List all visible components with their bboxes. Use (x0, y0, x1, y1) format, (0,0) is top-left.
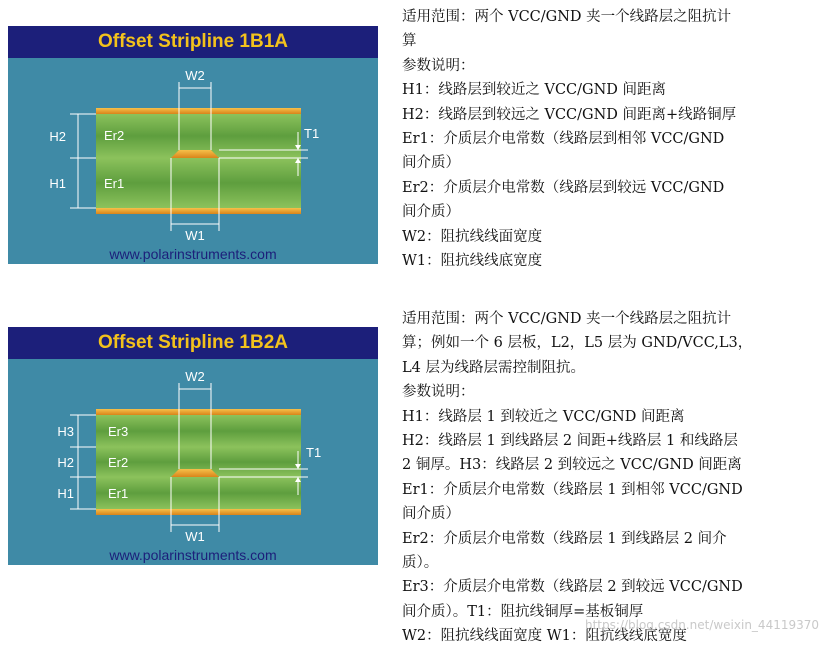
label-er3: Er3 (108, 424, 129, 439)
label-er1: Er1 (108, 486, 129, 501)
reference-plane-top (96, 108, 301, 114)
label-t1: T1 (306, 445, 322, 460)
text-line: 参数说明： (402, 384, 475, 401)
label-er1: Er1 (104, 176, 125, 191)
text-line: Er2：介质层介电常数（线路层到较远 VCC/GND (402, 179, 725, 196)
description-1b1a (402, 5, 762, 273)
description-1b2a (402, 307, 762, 649)
text-line: 算；例如一个 6 层板，L2，L5 层为 GND/VCC,L3， (402, 335, 753, 352)
text-line: H1：线路层 1 到较近之 VCC/GND 间距离 (402, 408, 685, 425)
dielectric-er1 (96, 158, 301, 208)
label-h3: H3 (57, 424, 74, 439)
reference-plane-bottom (96, 509, 301, 515)
label-w1: W1 (185, 228, 205, 243)
text-line: Er3：介质层介电常数（线路层 2 到较远 VCC/GND (402, 579, 743, 596)
stackup-drawing (8, 26, 378, 264)
trace (171, 469, 219, 477)
label-t1: T1 (304, 126, 320, 141)
text-line: W1：阻抗线线底宽度 (402, 253, 543, 270)
label-h2: H2 (49, 129, 66, 144)
source-url: www.polarinstruments.com (109, 547, 277, 563)
text-line: H2：线路层到较远之 VCC/GND 间距离+线路铜厚 (402, 106, 737, 123)
trace (171, 150, 219, 158)
text-line: L4 层为线路层需控制阻抗。 (402, 359, 585, 376)
text-line: 适用范围：两个 VCC/GND 夹一个线路层之阻抗计 (402, 9, 732, 25)
label-h1: H1 (49, 176, 66, 191)
diagram-1b2a (8, 327, 378, 565)
diagram-1b1a (8, 26, 378, 264)
text-line: 适用范围：两个 VCC/GND 夹一个线路层之阻抗计 (402, 311, 732, 327)
text-line: W2：阻抗线线面宽度 (402, 228, 543, 245)
label-w2: W2 (185, 68, 205, 83)
diagram-title: Offset Stripline 1B2A (8, 327, 378, 359)
label-er2: Er2 (108, 455, 129, 470)
text-line: 间介质） (402, 155, 460, 172)
text-line: 质）。 (402, 555, 439, 572)
text-line: 间介质）。T1：阻抗线铜厚=基板铜厚 (402, 603, 644, 620)
text-line: W2：阻抗线线面宽度 W1：阻抗线线底宽度 (402, 628, 687, 645)
text-line: 参数说明： (402, 57, 475, 74)
label-h1: H1 (57, 486, 74, 501)
label-er2: Er2 (104, 128, 125, 143)
text-line: 间介质） (402, 204, 460, 221)
text-line: Er1：介质层介电常数（线路层到相邻 VCC/GND (402, 131, 725, 148)
text-line: 2 铜厚。H3：线路层 2 到较远之 VCC/GND 间距离 (402, 457, 742, 474)
text-line: Er1：介质层介电常数（线路层 1 到相邻 VCC/GND (402, 481, 743, 498)
reference-plane-top (96, 409, 301, 415)
reference-plane-bottom (96, 208, 301, 214)
text-line: 算 (402, 33, 417, 50)
text-line: Er2：介质层介电常数（线路层 1 到线路层 2 间介 (402, 530, 727, 547)
text-line: 间介质） (402, 506, 460, 523)
text-line: H2：线路层 1 到线路层 2 间距+线路层 1 和线路层 (402, 433, 738, 450)
text-line: H1：线路层到较近之 VCC/GND 间距离 (402, 82, 667, 99)
stackup-drawing (8, 327, 378, 565)
label-w2: W2 (185, 369, 205, 384)
label-w1: W1 (185, 529, 205, 544)
watermark: https://blog.csdn.net/weixin_44119370 (585, 618, 819, 632)
source-url: www.polarinstruments.com (109, 246, 277, 262)
diagram-title: Offset Stripline 1B1A (8, 26, 378, 58)
label-h2: H2 (57, 455, 74, 470)
